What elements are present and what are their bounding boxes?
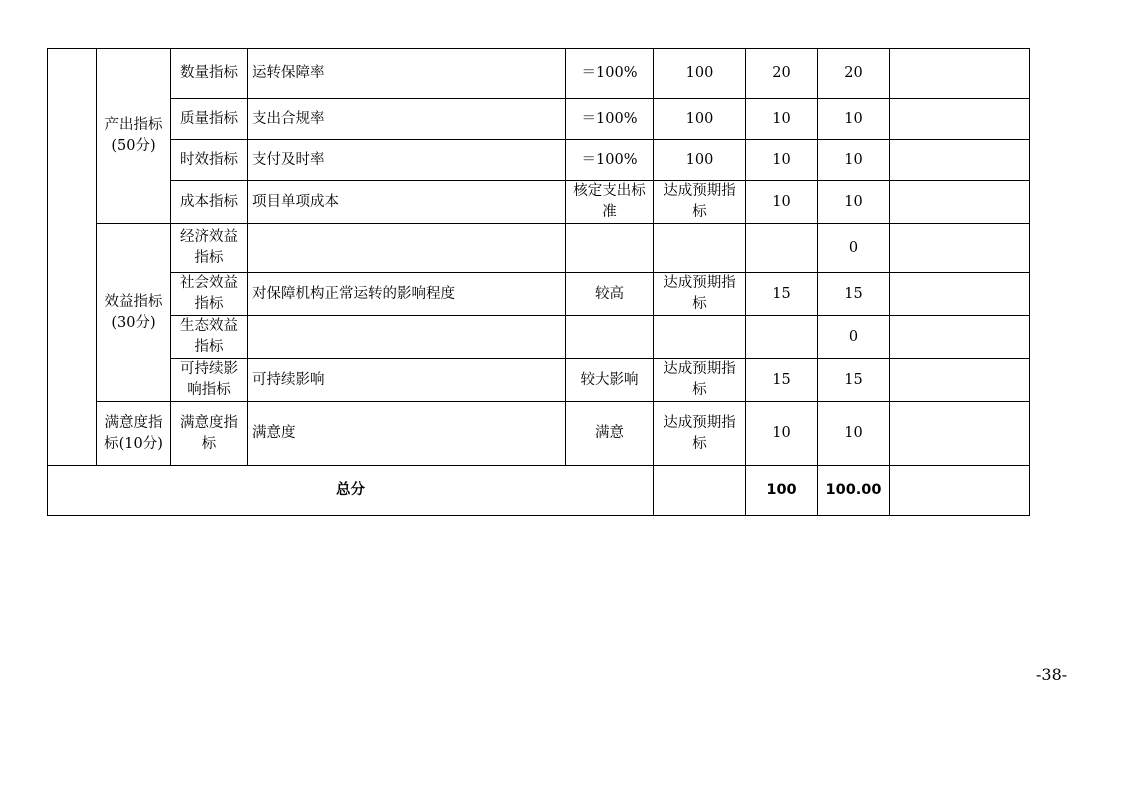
remark-cell <box>890 49 1030 99</box>
actual-cell: 达成预期指标 <box>654 402 746 466</box>
total-weight: 100 <box>746 466 818 516</box>
remark-cell <box>890 140 1030 181</box>
weight-cell: 15 <box>746 273 818 316</box>
total-score: 100.00 <box>818 466 890 516</box>
table-row <box>48 316 1030 359</box>
score-cell: 0 <box>818 224 890 273</box>
weight-cell: 15 <box>746 359 818 402</box>
weight-cell: 10 <box>746 99 818 140</box>
table-row <box>48 140 1030 181</box>
performance-indicator-table <box>47 48 1030 516</box>
remark-cell <box>890 316 1030 359</box>
indicator-cell: 质量指标 <box>171 99 248 140</box>
target-cell: ＝100% <box>566 140 654 181</box>
remark-cell <box>890 99 1030 140</box>
target-cell <box>566 224 654 273</box>
total-row <box>48 466 1030 516</box>
metric-name-cell: 运转保障率 <box>248 49 566 99</box>
score-cell: 20 <box>818 49 890 99</box>
total-label: 总分 <box>48 466 654 516</box>
weight-cell: 20 <box>746 49 818 99</box>
group-satisfaction-cell: 满意度指标(10分) <box>97 402 171 466</box>
level1-indicator-cell <box>48 49 97 466</box>
actual-cell: 100 <box>654 49 746 99</box>
indicator-cell: 社会效益指标 <box>171 273 248 316</box>
table-row <box>48 224 1030 273</box>
indicator-cell: 满意度指标 <box>171 402 248 466</box>
metric-name-cell <box>248 316 566 359</box>
remark-cell <box>890 224 1030 273</box>
table-row <box>48 181 1030 224</box>
remark-cell <box>890 181 1030 224</box>
total-empty-cell <box>654 466 746 516</box>
group-output-cell: 产出指标(50分) <box>97 49 171 224</box>
actual-cell: 达成预期指标 <box>654 359 746 402</box>
actual-cell <box>654 224 746 273</box>
table-row <box>48 359 1030 402</box>
actual-cell: 达成预期指标 <box>654 181 746 224</box>
weight-cell <box>746 316 818 359</box>
actual-cell: 100 <box>654 99 746 140</box>
metric-name-cell: 可持续影响 <box>248 359 566 402</box>
score-cell: 10 <box>818 140 890 181</box>
indicator-cell: 可持续影响指标 <box>171 359 248 402</box>
metric-name-cell: 支付及时率 <box>248 140 566 181</box>
indicator-cell: 数量指标 <box>171 49 248 99</box>
score-cell: 15 <box>818 359 890 402</box>
metric-name-cell: 对保障机构正常运转的影响程度 <box>248 273 566 316</box>
indicator-cell: 时效指标 <box>171 140 248 181</box>
indicator-cell: 生态效益指标 <box>171 316 248 359</box>
target-cell: 较大影响 <box>566 359 654 402</box>
score-cell: 10 <box>818 402 890 466</box>
score-cell: 10 <box>818 181 890 224</box>
indicator-cell: 经济效益指标 <box>171 224 248 273</box>
target-cell: ＝100% <box>566 99 654 140</box>
metric-name-cell <box>248 224 566 273</box>
remark-cell <box>890 273 1030 316</box>
target-cell: 核定支出标准 <box>566 181 654 224</box>
metric-name-cell: 支出合规率 <box>248 99 566 140</box>
table-row <box>48 402 1030 466</box>
indicator-cell: 成本指标 <box>171 181 248 224</box>
weight-cell <box>746 224 818 273</box>
target-cell: 较高 <box>566 273 654 316</box>
table-row <box>48 273 1030 316</box>
actual-cell: 达成预期指标 <box>654 273 746 316</box>
score-cell: 15 <box>818 273 890 316</box>
score-cell: 10 <box>818 99 890 140</box>
table-row <box>48 49 1030 99</box>
actual-cell <box>654 316 746 359</box>
actual-cell: 100 <box>654 140 746 181</box>
target-cell: 满意 <box>566 402 654 466</box>
page-number: -38- <box>1036 665 1068 684</box>
remark-cell <box>890 402 1030 466</box>
metric-name-cell: 满意度 <box>248 402 566 466</box>
table-row <box>48 99 1030 140</box>
remark-cell <box>890 359 1030 402</box>
target-cell <box>566 316 654 359</box>
group-benefit-cell: 效益指标(30分) <box>97 224 171 402</box>
target-cell: ＝100% <box>566 49 654 99</box>
score-cell: 0 <box>818 316 890 359</box>
weight-cell: 10 <box>746 140 818 181</box>
metric-name-cell: 项目单项成本 <box>248 181 566 224</box>
total-remark-cell <box>890 466 1030 516</box>
weight-cell: 10 <box>746 181 818 224</box>
weight-cell: 10 <box>746 402 818 466</box>
